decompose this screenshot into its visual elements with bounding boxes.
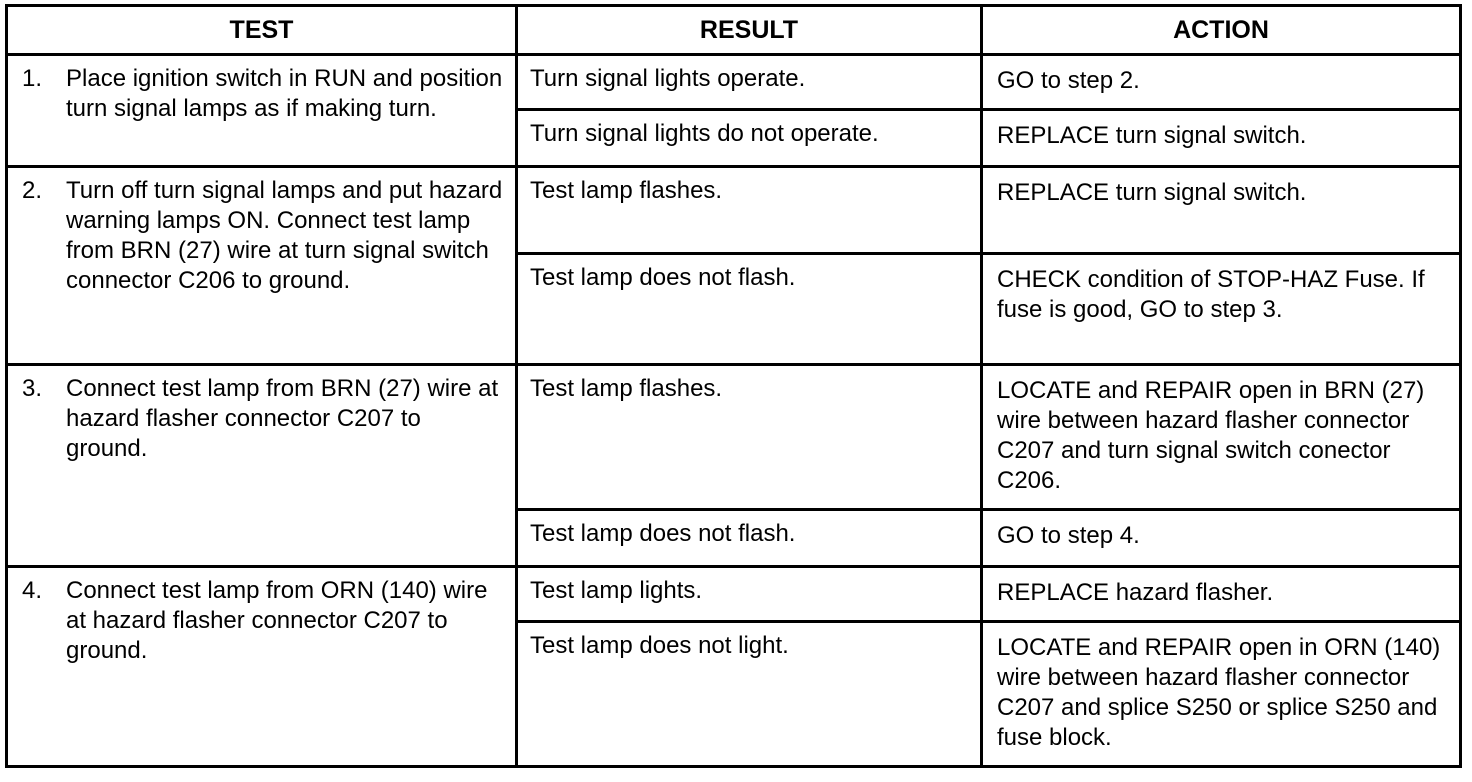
- table-header-row: [7, 6, 1461, 55]
- table-row: [7, 55, 1461, 110]
- test-cell-step-1: [7, 55, 517, 167]
- result-cell: [517, 567, 982, 622]
- action-text: REPLACE turn signal switch.: [997, 179, 1307, 206]
- action-text: GO to step 2.: [997, 67, 1140, 94]
- test-description: Turn off turn signal lamps and put hazard warning lamps ON. Connect test lamp from BRN (27) wire at turn signal switch connector C206 to ground.: [66, 177, 503, 294]
- result-cell: [517, 167, 982, 254]
- result-cell: [517, 510, 982, 567]
- result-text: Turn signal lights operate.: [530, 65, 806, 92]
- result-text: Test lamp does not flash.: [530, 520, 796, 547]
- action-cell: [982, 510, 1461, 567]
- action-cell: [982, 365, 1461, 510]
- result-text: Turn signal lights do not operate.: [530, 120, 879, 147]
- result-text: Test lamp does not light.: [530, 632, 789, 659]
- action-text: REPLACE hazard flasher.: [997, 579, 1274, 606]
- action-text: LOCATE and REPAIR open in ORN (140) wire between hazard flasher connector C207 and splice S250 or splice S250 and fuse block.: [997, 634, 1441, 751]
- table-row: [7, 365, 1461, 510]
- action-text: REPLACE turn signal switch.: [997, 122, 1307, 149]
- action-cell: [982, 567, 1461, 622]
- action-text: CHECK condition of STOP-HAZ Fuse. If fuse is good, GO to step 3.: [997, 266, 1425, 323]
- action-cell: [982, 622, 1461, 767]
- test-description: Place ignition switch in RUN and position turn signal lamps as if making turn.: [66, 65, 503, 122]
- result-text: Test lamp lights.: [530, 577, 703, 604]
- result-cell: [517, 110, 982, 167]
- action-text: GO to step 4.: [997, 522, 1140, 549]
- result-cell: [517, 55, 982, 110]
- result-cell: [517, 365, 982, 510]
- result-text: Test lamp does not flash.: [530, 264, 796, 291]
- step-number: 4.: [22, 577, 43, 604]
- header-test: TEST: [7, 6, 517, 55]
- test-description: Connect test lamp from BRN (27) wire at hazard flasher connector C207 to ground.: [66, 375, 499, 462]
- header-action: ACTION: [982, 6, 1461, 55]
- action-cell: [982, 167, 1461, 254]
- result-cell: [517, 254, 982, 365]
- test-description: Connect test lamp from ORN (140) wire at hazard flasher connector C207 to ground.: [66, 577, 488, 664]
- diagnostic-table: [5, 4, 1462, 768]
- test-cell-step-4: [7, 567, 517, 767]
- test-cell-step-2: [7, 167, 517, 365]
- step-number: 3.: [22, 375, 43, 402]
- header-result: RESULT: [517, 6, 982, 55]
- result-cell: [517, 622, 982, 767]
- test-cell-step-3: [7, 365, 517, 567]
- table-row: [7, 567, 1461, 622]
- step-number: 2.: [22, 177, 43, 204]
- action-cell: [982, 110, 1461, 167]
- result-text: Test lamp flashes.: [530, 177, 723, 204]
- action-text: LOCATE and REPAIR open in BRN (27) wire between hazard flasher connector C207 and turn signal switch conector C206.: [997, 377, 1425, 494]
- table-row: [7, 167, 1461, 254]
- result-text: Test lamp flashes.: [530, 375, 723, 402]
- action-cell: [982, 254, 1461, 365]
- step-number: 1.: [22, 65, 43, 92]
- action-cell: [982, 55, 1461, 110]
